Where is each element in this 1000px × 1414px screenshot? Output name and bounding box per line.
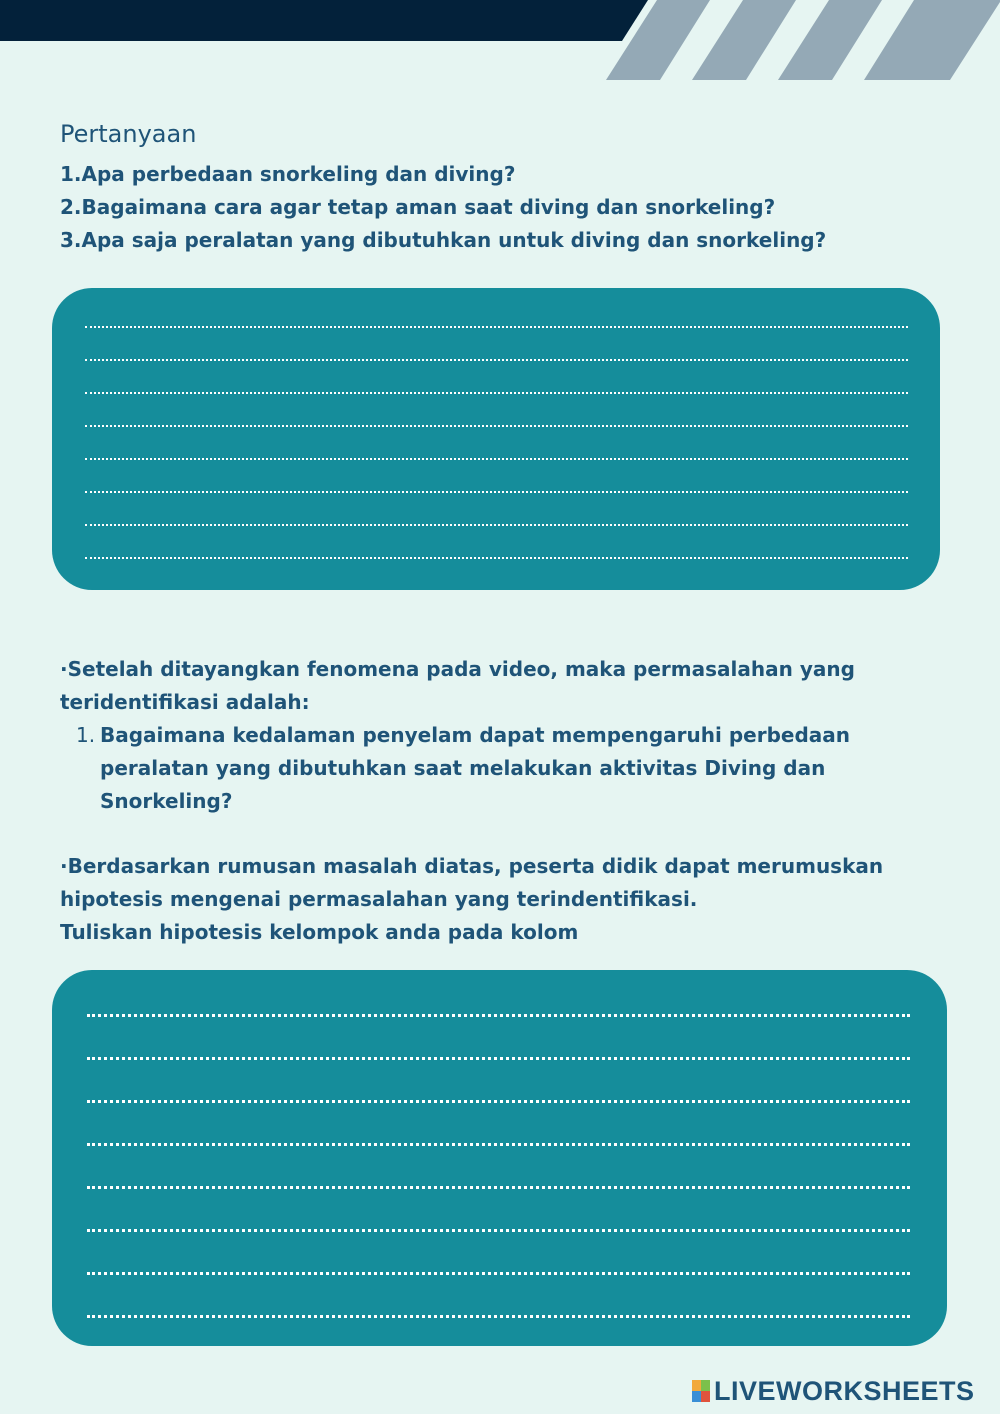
writing-line[interactable] [85,392,908,394]
answer-box-questions[interactable] [52,288,940,590]
problem-intro: ·Setelah ditayangkan fenomena pada video, maka permasalahan yang teridentifikasi adalah: [60,657,855,714]
writing-line[interactable] [85,458,908,460]
writing-line[interactable] [85,557,908,559]
writing-line[interactable] [85,359,908,361]
header-stripe [692,0,796,80]
questions-list [60,158,826,257]
problem-item-text: Bagaimana kedalaman penyelam dapat mempengaruhi perbedaan peralatan yang dibutuhkan saat melakukan aktivitas Diving dan Snorkeling? [100,723,850,813]
writing-line[interactable] [87,1143,910,1146]
question-item: 3.Apa saja peralatan yang dibutuhkan untuk diving dan snorkeling? [60,228,827,252]
problem-item-number: 1. [76,723,96,747]
writing-line[interactable] [85,326,908,328]
writing-line[interactable] [87,1229,910,1232]
header-stripe [864,0,1000,80]
header-stripe [778,0,882,80]
writing-line[interactable] [87,1014,910,1017]
problem-item [76,719,896,818]
writing-line[interactable] [85,425,908,427]
hypothesis-text [60,850,960,949]
question-item: 2.Bagaimana cara agar tetap aman saat diving dan snorkeling? [60,195,776,219]
questions-heading: Pertanyaan [60,120,197,148]
liveworksheets-logo-text: LIVEWORKSHEETS [714,1375,975,1406]
writing-line[interactable] [87,1186,910,1189]
answer-box-hypothesis[interactable] [52,970,947,1346]
hypothesis-instruction: Tuliskan hipotesis kelompok anda pada kolom [60,920,579,944]
problem-list [76,719,896,818]
writing-line[interactable] [87,1315,910,1318]
header-band [0,0,1000,80]
liveworksheets-logo [692,1376,975,1406]
writing-line[interactable] [85,524,908,526]
hypothesis-intro: ·Berdasarkan rumusan masalah diatas, peserta didik dapat merumuskan hipotesis mengenai permasalahan yang terindentifikasi. [60,854,884,911]
writing-line[interactable] [87,1057,910,1060]
question-item: 1.Apa perbedaan snorkeling dan diving? [60,162,516,186]
writing-line[interactable] [85,491,908,493]
header-bar [0,0,648,41]
liveworksheets-logo-icon [692,1380,710,1402]
writing-line[interactable] [87,1100,910,1103]
writing-line[interactable] [87,1272,910,1275]
